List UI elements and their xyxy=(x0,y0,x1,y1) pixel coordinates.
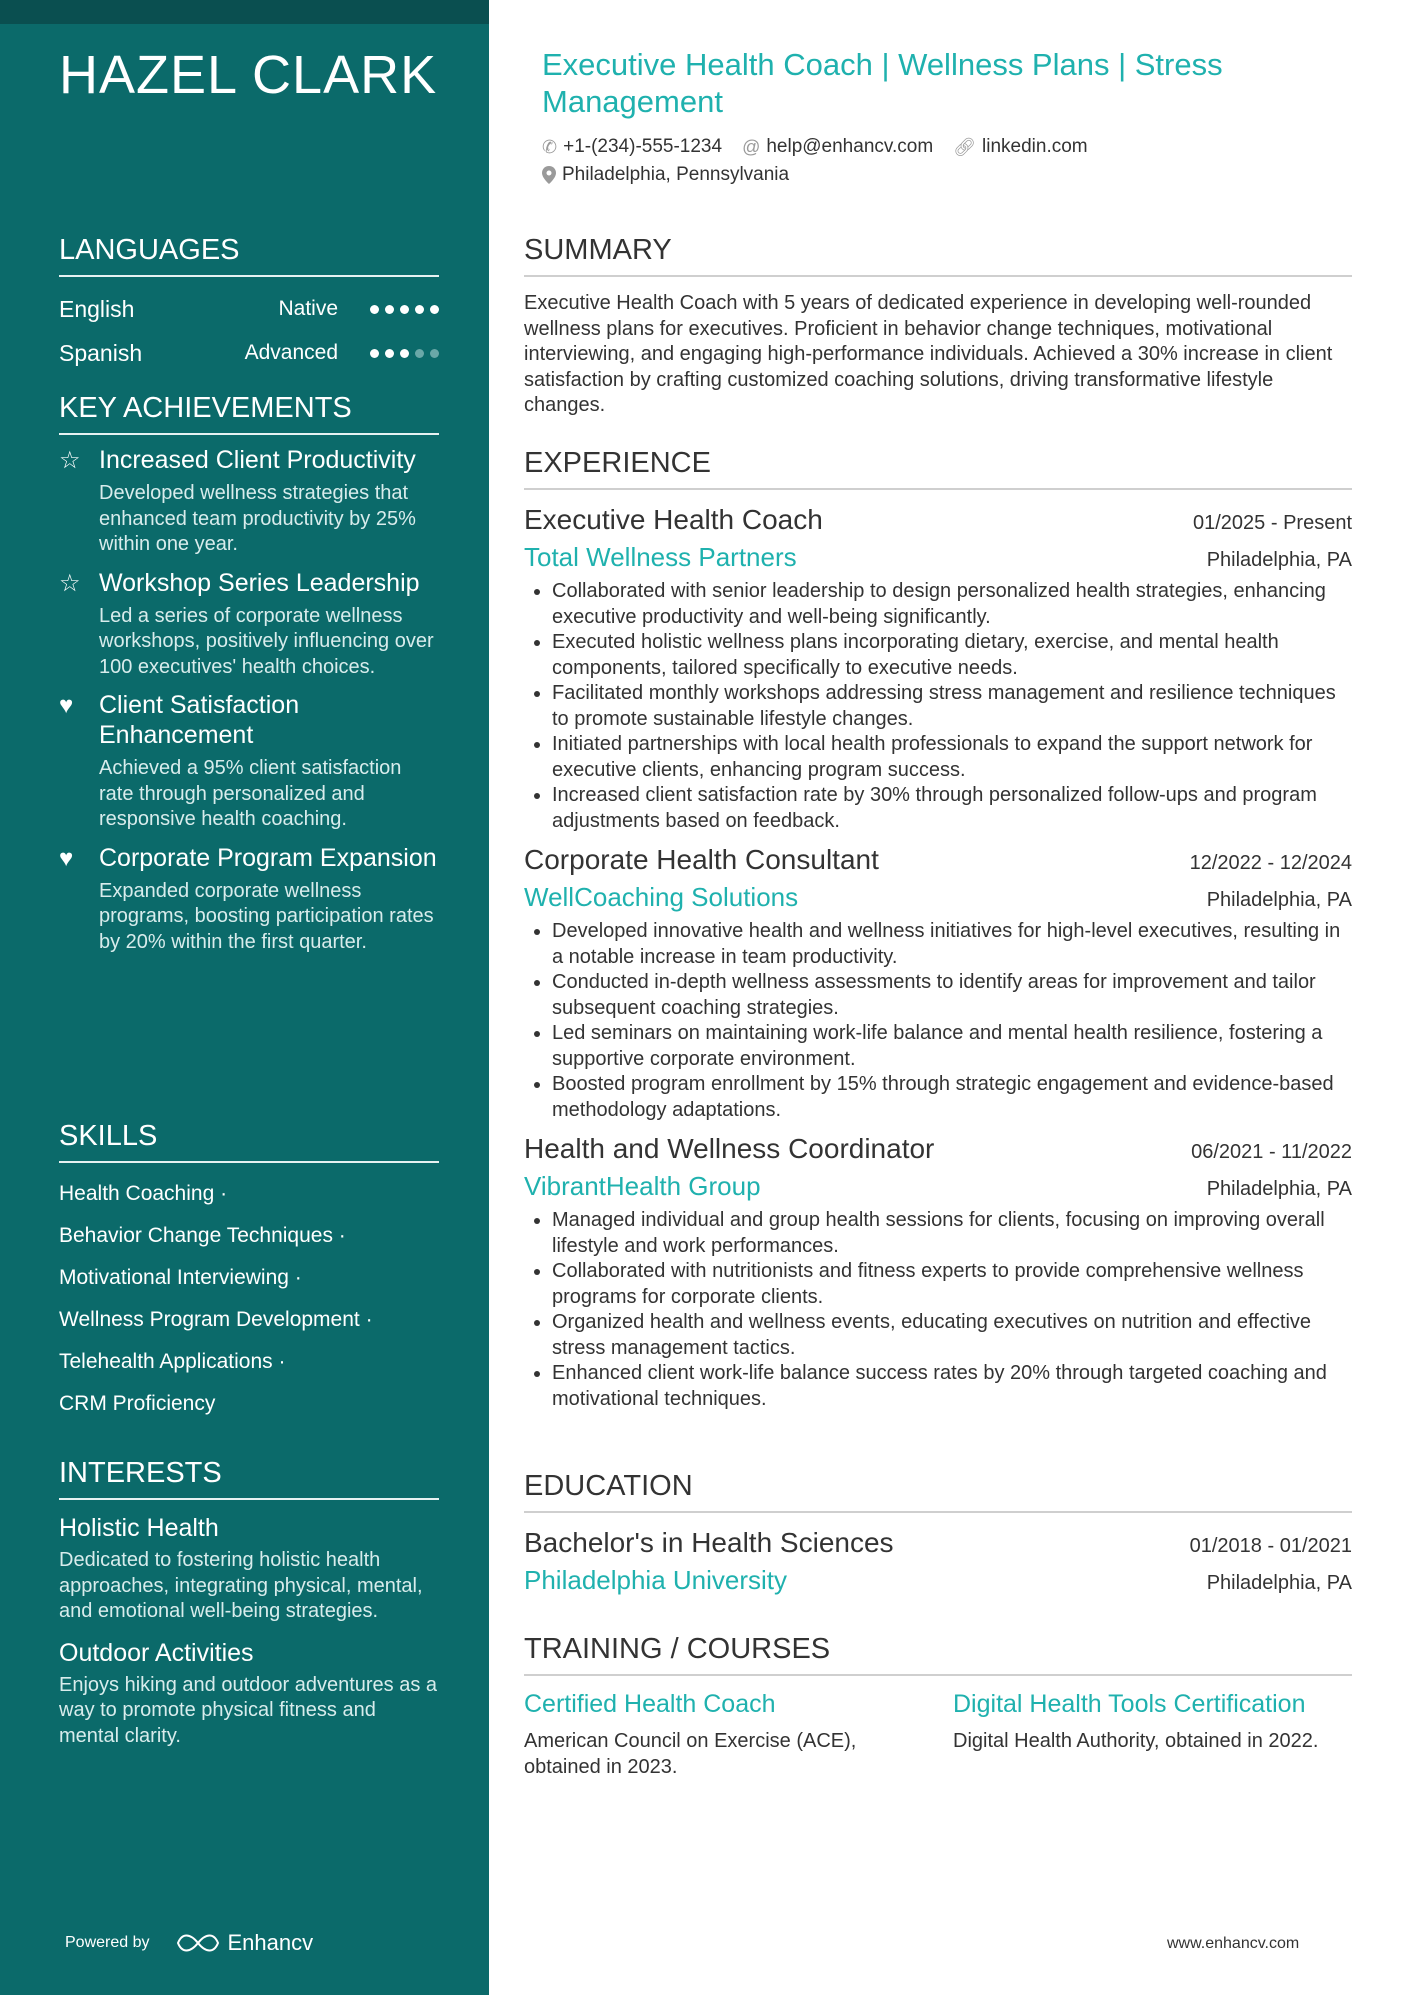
degree-title: Bachelor's in Health Sciences xyxy=(524,1527,894,1558)
sidebar xyxy=(0,0,489,1995)
language-level: Native xyxy=(278,297,338,320)
job-date: 06/2021 - 11/2022 xyxy=(1191,1141,1352,1163)
language-level: Advanced xyxy=(244,341,338,364)
training-title: Certified Health Coach xyxy=(524,1690,776,1718)
bullet-item: • Led seminars on maintaining work-life balance and mental health resilience, fostering a supportive corporate environment. xyxy=(552,1021,1352,1072)
experience-section xyxy=(524,447,1352,1422)
achievement-title: Corporate Program Expansion xyxy=(99,843,437,872)
language-name: Spanish xyxy=(59,339,143,366)
email-contact[interactable] xyxy=(742,136,933,158)
phone-contact[interactable] xyxy=(542,136,722,158)
achievement-item xyxy=(59,690,439,833)
achievement-desc: Achieved a 95% client satisfaction rate through personalized and responsive health coaching. xyxy=(99,757,402,830)
education-location: Philadelphia, PA xyxy=(1206,1572,1352,1594)
location-pin-icon xyxy=(542,166,556,184)
job-bullets xyxy=(524,579,1352,834)
summary-section xyxy=(524,234,1352,419)
bullet-item: • Organized health and wellness events, educating executives on nutrition and effective stress management tactics. xyxy=(552,1310,1352,1361)
sidebar-top-bar xyxy=(0,0,489,24)
job-location: Philadelphia, PA xyxy=(1206,1178,1352,1200)
achievement-item xyxy=(59,445,439,558)
candidate-name: HAZEL CLARK xyxy=(59,45,438,105)
bullet-item: • Collaborated with nutritionists and fitness experts to provide comprehensive wellness programs for corporate clients. xyxy=(552,1259,1352,1310)
training-item xyxy=(953,1690,1352,1780)
job-title: Corporate Health Consultant xyxy=(524,844,879,875)
bullet-item: • Collaborated with senior leadership to design personalized health strategies, enhancing executive productivity and well-being significantly. xyxy=(552,579,1352,630)
linkedin-text: linkedin.com xyxy=(982,136,1088,157)
job-entry xyxy=(524,504,1352,834)
powered-by xyxy=(65,1930,313,1956)
contact-row xyxy=(542,136,1088,158)
education-section xyxy=(524,1470,1352,1596)
achievement-title: Increased Client Productivity xyxy=(99,446,416,474)
skill-item: Telehealth Applications · xyxy=(59,1350,286,1373)
job-bullets xyxy=(524,1208,1352,1412)
achievement-title: Workshop Series Leadership xyxy=(99,568,420,597)
language-row xyxy=(59,331,439,375)
school-name: Philadelphia University xyxy=(524,1565,788,1595)
location-contact xyxy=(542,164,789,186)
summary-heading: SUMMARY xyxy=(524,234,1352,277)
skill-item: Wellness Program Development · xyxy=(59,1308,373,1331)
star-icon: ☆ xyxy=(59,569,81,597)
training-section xyxy=(524,1633,1352,1780)
job-title: Executive Health Coach xyxy=(524,504,823,535)
job-company: VibrantHealth Group xyxy=(524,1171,761,1201)
job-date: 01/2025 - Present xyxy=(1193,512,1352,534)
training-desc: American Council on Exercise (ACE), obtained in 2023. xyxy=(524,1730,857,1778)
skills-heading: SKILLS xyxy=(59,1120,439,1163)
training-heading: TRAINING / COURSES xyxy=(524,1633,1352,1676)
job-company: WellCoaching Solutions xyxy=(524,882,799,912)
skill-item: Motivational Interviewing · xyxy=(59,1266,302,1289)
job-location: Philadelphia, PA xyxy=(1206,889,1352,911)
achievements-heading: KEY ACHIEVEMENTS xyxy=(59,392,439,435)
bullet-item: • Managed individual and group health sessions for clients, focusing on improving overall lifestyle and work performances. xyxy=(552,1208,1352,1259)
achievement-item xyxy=(59,843,439,956)
bullet-item: • Increased client satisfaction rate by 30% through personalized follow-ups and program adjustments based on feedback. xyxy=(552,783,1352,834)
heart-icon: ♥ xyxy=(59,692,74,719)
skills-section xyxy=(59,1120,439,1425)
bullet-item: • Executed holistic wellness plans incorporating dietary, exercise, and mental health components, tailored specifically to executive needs. xyxy=(552,630,1352,681)
job-bullets xyxy=(524,919,1352,1123)
heart-icon: ♥ xyxy=(59,844,74,872)
location-row xyxy=(542,164,789,186)
enhancv-logo-icon xyxy=(176,1933,220,1953)
at-icon: @ xyxy=(742,136,761,157)
training-title: Digital Health Tools Certification xyxy=(953,1690,1306,1718)
bullet-item: • Facilitated monthly workshops addressing stress management and resilience techniques to promote sustainable lifestyle changes. xyxy=(552,681,1352,732)
bullet-item: • Boosted program enrollment by 15% through strategic engagement and evidence-based methodology adaptations. xyxy=(552,1072,1352,1123)
interest-title: Holistic Health xyxy=(59,1514,219,1542)
achievement-desc: Led a series of corporate wellness workshops, positively influencing over 100 executives' health choices. xyxy=(99,604,434,678)
interests-section xyxy=(59,1457,439,1749)
skill-item: CRM Proficiency xyxy=(59,1392,216,1415)
enhancv-logo[interactable] xyxy=(176,1930,314,1956)
interests-heading: INTERESTS xyxy=(59,1457,439,1500)
job-entry xyxy=(524,1133,1352,1412)
experience-heading: EXPERIENCE xyxy=(524,447,1352,490)
linkedin-contact[interactable] xyxy=(953,136,1087,158)
language-name: English xyxy=(59,295,135,322)
interest-desc: Enjoys hiking and outdoor adventures as a way to promote physical fitness and mental clarity. xyxy=(59,1673,438,1747)
achievement-desc: Developed wellness strategies that enhanced team productivity by 25% within one year. xyxy=(99,482,416,555)
proficiency-dots xyxy=(370,305,439,314)
skill-item: Health Coaching · xyxy=(59,1182,228,1205)
job-title: Health and Wellness Coordinator xyxy=(524,1133,935,1164)
training-item xyxy=(524,1690,923,1780)
skill-item: Behavior Change Techniques · xyxy=(59,1224,346,1247)
languages-heading: LANGUAGES xyxy=(59,234,439,277)
proficiency-dots xyxy=(370,349,439,358)
bullet-item: • Initiated partnerships with local health professionals to expand the support network for executive clients, enhancing program success. xyxy=(552,732,1352,783)
bullet-item: • Enhanced client work-life balance success rates by 20% through targeted coaching and motivational techniques. xyxy=(552,1361,1352,1412)
job-date: 12/2022 - 12/2024 xyxy=(1189,852,1352,874)
location-text: Philadelphia, Pennsylvania xyxy=(562,164,790,185)
phone-text: +1-(234)-555-1234 xyxy=(563,136,723,157)
education-date: 01/2018 - 01/2021 xyxy=(1189,1535,1352,1557)
interest-title: Outdoor Activities xyxy=(59,1638,254,1667)
headline: Executive Health Coach | Wellness Plans | Stress Management xyxy=(542,47,1223,119)
footer-url[interactable]: www.enhancv.com xyxy=(1167,1935,1300,1952)
summary-text: Executive Health Coach with 5 years of dedicated experience in developing well-rounded wellness plans for executives. Proficient in behavior change techniques, motivational interviewing, and engaging high-performance individuals. Achieved a 30% increase in client satisfaction by crafting customized coaching solutions, driving transformative lifestyle changes. xyxy=(524,292,1333,416)
language-row xyxy=(59,287,439,331)
interest-desc: Dedicated to fostering holistic health approaches, integrating physical, mental, and emotional well-being strategies. xyxy=(59,1549,423,1622)
achievement-title: Client Satisfaction Enhancement xyxy=(99,691,300,749)
brand-name: Enhancv xyxy=(227,1930,314,1955)
achievement-desc: Expanded corporate wellness programs, boosting participation rates by 20% within the first quarter. xyxy=(99,879,434,953)
phone-icon: ✆ xyxy=(542,136,558,157)
job-company: Total Wellness Partners xyxy=(524,542,797,572)
bullet-item: • Developed innovative health and wellness initiatives for high-level executives, resulting in a notable increase in team productivity. xyxy=(552,919,1352,970)
job-location: Philadelphia, PA xyxy=(1206,549,1352,571)
education-heading: EDUCATION xyxy=(524,1470,1352,1513)
bullet-item: • Conducted in-depth wellness assessments to identify areas for improvement and tailor subsequent coaching strategies. xyxy=(552,970,1352,1021)
powered-by-label: Powered by xyxy=(65,1934,150,1951)
achievement-item xyxy=(59,568,439,681)
achievements-section xyxy=(59,392,439,955)
job-entry xyxy=(524,844,1352,1123)
star-icon: ☆ xyxy=(59,447,81,474)
languages-section xyxy=(59,234,439,375)
link-icon: 🔗︎ xyxy=(953,136,977,157)
email-text: help@enhancv.com xyxy=(766,136,934,157)
training-desc: Digital Health Authority, obtained in 2022. xyxy=(953,1730,1319,1752)
